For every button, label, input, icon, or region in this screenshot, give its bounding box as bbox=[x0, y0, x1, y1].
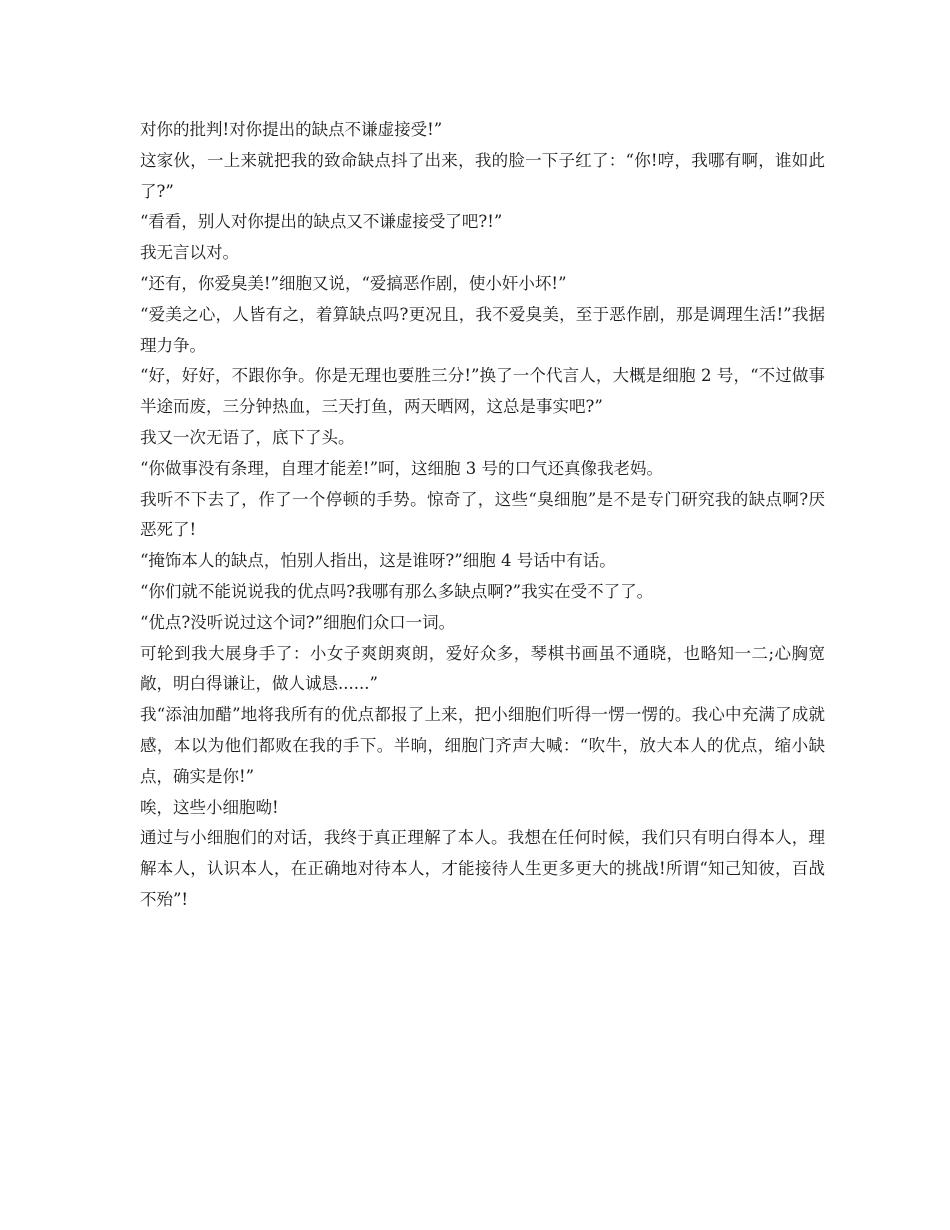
paragraph-16: 唉，这些小细胞呦! bbox=[140, 797, 279, 817]
paragraph-5: “还有，你爱臭美!”细胞又说，“爱搞恶作剧，使小奸小坏!” bbox=[140, 273, 567, 293]
paragraph-7: “好，好好，不跟你争。你是无理也要胜三分!”换了一个代言人，大概是细胞 2 号，“不过做事半途而废，三分钟热血，三天打鱼，两天晒网，这总是事实吧?” bbox=[140, 366, 825, 417]
paragraph-9: “你做事没有条理，自理才能差!”呵，这细胞 3 号的口气还真像我老妈。 bbox=[140, 458, 663, 478]
paragraph-15: 我“添油加醋”地将我所有的优点都报了上来，把小细胞们听得一愣一愣的。我心中充满了成就感，本以为他们都败在我的手下。半晌，细胞门齐声大喊：“吹牛，放大本人的优点，缩小缺点，确实是你!” bbox=[140, 705, 825, 786]
paragraph-4: 我无言以对。 bbox=[140, 243, 239, 263]
document-body bbox=[140, 115, 825, 916]
paragraph-11: “掩饰本人的缺点，怕别人指出，这是谁呀?”细胞 4 号话中有话。 bbox=[140, 551, 616, 571]
paragraph-3: “看看，别人对你提出的缺点又不谦虚接受了吧?!” bbox=[140, 212, 503, 232]
paragraph-8: 我又一次无语了，底下了头。 bbox=[140, 427, 355, 447]
paragraph-13: “优点?没听说过这个词?”细胞们众口一词。 bbox=[140, 612, 456, 632]
paragraph-17: 通过与小细胞们的对话，我终于真正理解了本人。我想在任何时候，我们只有明白得本人，理解本人，认识本人，在正确地对待本人，才能接待人生更多更大的挑战!所谓“知己知彼，百战不殆”! bbox=[140, 828, 825, 909]
paragraph-10: 我听不下去了，作了一个停顿的手势。惊奇了，这些“臭细胞”是不是专门研究我的缺点啊?厌恶死了! bbox=[140, 489, 825, 540]
paragraph-1: 对你的批判!对你提出的缺点不谦虚接受!” bbox=[140, 120, 443, 139]
paragraph-6: “爱美之心，人皆有之，着算缺点吗?更况且，我不爱臭美，至于恶作剧，那是调理生活!”我据理力争。 bbox=[140, 304, 825, 355]
paragraph-2: 这家伙，一上来就把我的致命缺点抖了出来，我的脸一下子红了：“你!哼，我哪有啊，谁如此了?” bbox=[140, 150, 825, 201]
paragraph-12: “你们就不能说说我的优点吗?我哪有那么多缺点啊?”我实在受不了了。 bbox=[140, 581, 654, 601]
paragraph-14: 可轮到我大展身手了：小女子爽朗爽朗，爱好众多，琴棋书画虽不通晓，也略知一二;心胸宽敞，明白得谦让，做人诚恳......” bbox=[140, 643, 825, 694]
